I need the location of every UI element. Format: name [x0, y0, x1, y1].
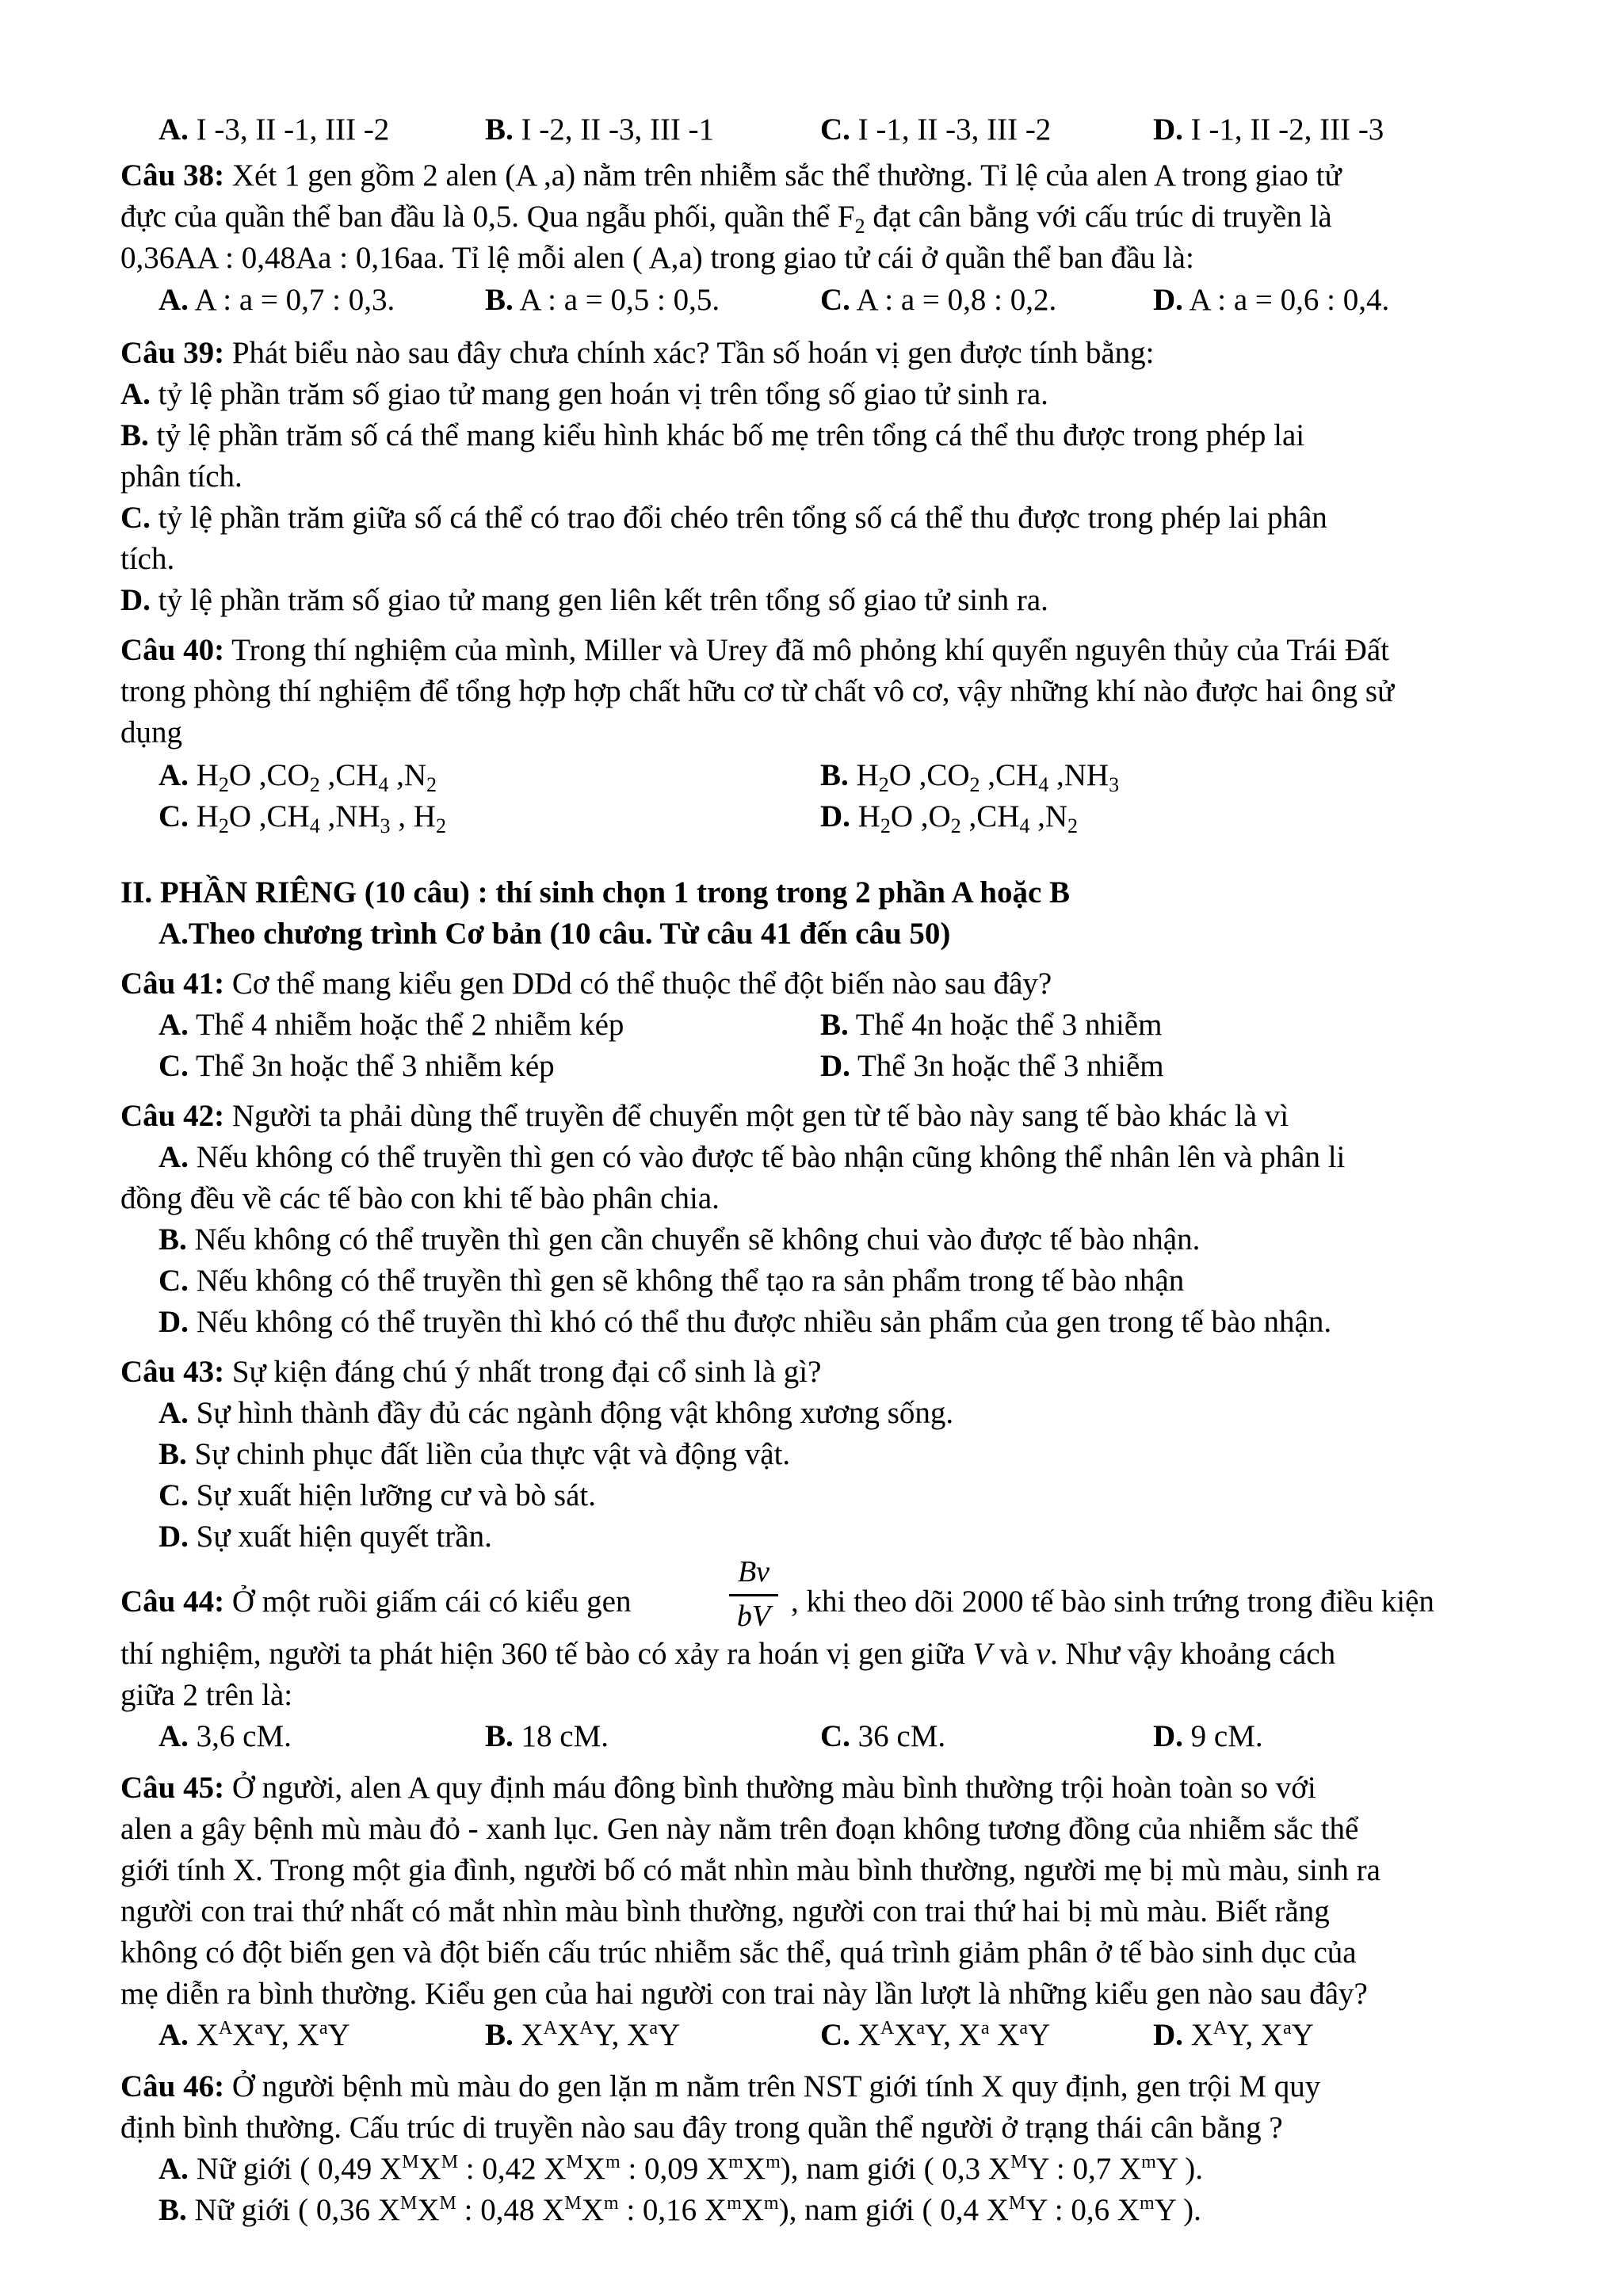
q40-option-a: A. $H_2O$ $,CO_2$ $,CH_4$ $,N_2$: [158, 758, 437, 796]
q41-option-d: D. Thể 3n hoặc thể 3 nhiễm: [820, 1049, 1164, 1083]
q41-stem: Câu 41: Cơ thể mang kiểu gen DDd có thể thuộc thể đột biến nào sau đây?: [120, 967, 1052, 1001]
q45-option-a: A. $X^AX^aY$, $X^aY$: [158, 2018, 350, 2052]
q45-stem-line2: alen a gây bệnh mù màu đỏ - xanh lục. Gen này nằm trên đoạn không tương đồng của nhiễm sắc thể: [120, 1812, 1359, 1846]
q45-stem-line6: mẹ diễn ra bình thường. Kiểu gen của hai người con trai này lần lượt là những kiểu gen nào sau đây?: [120, 1977, 1368, 2011]
q45-stem-line3: giới tính X. Trong một gia đình, người bố có mắt nhìn màu bình thường, người mẹ bị mù màu, sinh ra: [120, 1853, 1381, 1887]
q37-option-a: A. I -3, II -1, III -2: [158, 113, 390, 147]
q42-option-b: B. Nếu không có thể truyền thì gen cần chuyển sẽ không chui vào được tế bào nhận.: [158, 1222, 1201, 1257]
part2-subtitle: A.Theo chương trình Cơ bản (10 câu. Từ câu 41 đến câu 50): [158, 917, 951, 951]
q45-option-b: B. $X^AX^AY$, $X^aY$: [485, 2018, 681, 2052]
part2-title: II. PHẦN RIÊNG (10 câu) : thí sinh chọn 1 trong trong 2 phần A hoặc B: [120, 875, 1071, 910]
q38-option-a: A. A : a = 0,7 : 0,3.: [158, 283, 395, 317]
q37-option-c: C. I -1, II -3, III -2: [820, 113, 1052, 147]
q42-stem: Câu 42: Người ta phải dùng thể truyền để chuyển một gen từ tế bào này sang tế bào khác là vì: [120, 1099, 1289, 1133]
q38-option-c: C. A : a = 0,8 : 0,2.: [820, 283, 1057, 317]
q40-stem-line1: Câu 40: Trong thí nghiệm của mình, Miller và Urey đã mô phỏng khí quyển nguyên thủy của Trái Đất: [120, 633, 1390, 667]
q45-stem-line4: người con trai thứ nhất có mắt nhìn màu bình thường, người con trai thứ hai bị mù màu. Biết rằng: [120, 1894, 1330, 1928]
q43-option-d: D. Sự xuất hiện quyết trần.: [158, 1520, 492, 1554]
q42-option-d: D. Nếu không có thể truyền thì khó có thể thu được nhiều sản phẩm của gen trong tế bào nhận.: [158, 1305, 1332, 1339]
q38-option-d: D. A : a = 0,6 : 0,4.: [1153, 283, 1390, 317]
q40-option-d: D. $H_2O$ $,O_2$ $,CH_4$ $,N_2$: [820, 799, 1079, 837]
q38-stem-line3: 0,36AA : 0,48Aa : 0,16aa. Tỉ lệ mỗi alen ( A,a) trong giao tử cái ở quần thể ban đầu là:: [120, 241, 1194, 275]
q46-option-b: B. Nữ giới ( 0,36 $X^MX^M$ : 0,48 $X^MX^m$ : 0,16 $X^mX^m$), nam giới ( 0,4 $X^MY$ : 0,6 $X^mY$ ).: [158, 2193, 1201, 2227]
q38-option-b: B. A : a = 0,5 : 0,5.: [485, 283, 720, 317]
q44-fraction-bar: [729, 1594, 778, 1596]
q46-stem-line2: định bình thường. Cấu trúc di truyền nào sau đây trong quần thể người ở trạng thái cân bằng ?: [120, 2111, 1283, 2145]
q38-stem-line2: đực của quần thể ban đầu là 0,5. Qua ngẫu phối, quần thể $F_2$ đạt cân bằng với cấu trúc di truyền là: [120, 200, 1332, 238]
q41-option-c: C. Thể 3n hoặc thể 3 nhiễm kép: [158, 1049, 555, 1083]
q38-stem-line1: Câu 38: Xét 1 gen gồm 2 alen (A ,a) nằm trên nhiễm sắc thể thường. Tỉ lệ của alen A trong giao tử: [120, 158, 1342, 193]
q44-stem-line1a: Câu 44: Ở một ruồi giấm cái có kiểu gen: [120, 1585, 632, 1619]
q45-option-c: C. $X^AX^aY$, $X^a$ $X^aY$: [820, 2018, 1051, 2052]
q41-option-a: A. Thể 4 nhiễm hoặc thể 2 nhiễm kép: [158, 1008, 624, 1042]
q43-option-b: B. Sự chinh phục đất liền của thực vật và động vật.: [158, 1437, 791, 1471]
q45-option-d: D. $X^AY$, $X^aY$: [1153, 2018, 1314, 2052]
q41-option-b: B. Thể 4n hoặc thể 3 nhiễm: [820, 1008, 1163, 1042]
q39-option-b-line1: B. tỷ lệ phần trăm số cá thể mang kiểu hình khác bố mẹ trên tổng cá thể thu được trong phép lai: [120, 418, 1305, 452]
q40-option-c: C. $H_2O$ $,CH_4$ $,NH_3$ , $H_2$: [158, 799, 446, 837]
q44-fraction-denominator: bV: [736, 1600, 771, 1633]
q45-stem-line5: không có đột biến gen và đột biến cấu trúc nhiễm sắc thể, quá trình giảm phân ở tế bào sinh dục của: [120, 1936, 1357, 1970]
q37-option-d: D. I -1, II -2, III -3: [1153, 113, 1384, 147]
q44-stem-line3: giữa 2 trên là:: [120, 1678, 293, 1712]
q42-option-a-line1: A. Nếu không có thể truyền thì gen có vào được tế bào nhận cũng không thể nhân lên và phân li: [158, 1140, 1346, 1174]
q44-option-c: C. 36 cM.: [820, 1719, 946, 1753]
q44-option-a: A. 3,6 cM.: [158, 1719, 292, 1753]
q40-stem-line3: dụng: [120, 715, 182, 749]
q44-option-d: D. 9 cM.: [1153, 1719, 1263, 1753]
q39-option-b-line2: phân tích.: [120, 460, 242, 494]
q39-option-a: A. tỷ lệ phần trăm số giao tử mang gen hoán vị trên tổng số giao tử sinh ra.: [120, 377, 1048, 411]
q40-option-b: B. $H_2O$ $,CO_2$ $,CH_4$ $,NH_3$: [820, 758, 1120, 796]
q40-stem-line2: trong phòng thí nghiệm để tổng hợp hợp chất hữu cơ từ chất vô cơ, vậy những khí nào được hai ông sử: [120, 674, 1395, 708]
q46-stem-line1: Câu 46: Ở người bệnh mù màu do gen lặn m nằm trên NST giới tính X quy định, gen trội M quy: [120, 2069, 1321, 2103]
q39-option-c-line1: C. tỷ lệ phần trăm giữa số cá thể có trao đổi chéo trên tổng số cá thể thu được trong phép lai phân: [120, 501, 1327, 535]
q45-stem-line1: Câu 45: Ở người, alen A quy định máu đông bình thường màu bình thường trội hoàn toàn so với: [120, 1771, 1316, 1805]
q44-option-b: B. 18 cM.: [485, 1719, 609, 1753]
q43-stem: Câu 43: Sự kiện đáng chú ý nhất trong đại cổ sinh là gì?: [120, 1355, 822, 1389]
q39-option-c-line2: tích.: [120, 542, 175, 576]
q39-stem: Câu 39: Phát biểu nào sau đây chưa chính xác? Tần số hoán vị gen được tính bằng:: [120, 336, 1155, 370]
q39-option-d: D. tỷ lệ phần trăm số giao tử mang gen liên kết trên tổng số giao tử sinh ra.: [120, 583, 1048, 617]
q44-fraction-numerator: Bv: [737, 1555, 770, 1589]
q42-option-a-line2: đồng đều về các tế bào con khi tế bào phân chia.: [120, 1181, 720, 1215]
q44-stem-line1b: , khi theo dõi 2000 tế bào sinh trứng trong điều kiện: [791, 1585, 1434, 1619]
q46-option-a: A. Nữ giới ( 0,49 $X^MX^M$ : 0,42 $X^MX^m$ : 0,09 $X^mX^m$), nam giới ( 0,3 $X^MY$ : 0,7 $X^mY$ ).: [158, 2152, 1204, 2186]
q43-option-a: A. Sự hình thành đầy đủ các ngành động vật không xương sống.: [158, 1396, 954, 1430]
q44-stem-line2: thí nghiệm, người ta phát hiện 360 tế bào có xảy ra hoán vị gen giữa V và v. Như vậy khoảng cách: [120, 1637, 1336, 1671]
q37-option-b: B. I -2, II -3, III -1: [485, 113, 715, 147]
q42-option-c: C. Nếu không có thể truyền thì gen sẽ không thể tạo ra sản phẩm trong tế bào nhận: [158, 1264, 1185, 1298]
q43-option-c: C. Sự xuất hiện lưỡng cư và bò sát.: [158, 1478, 596, 1512]
